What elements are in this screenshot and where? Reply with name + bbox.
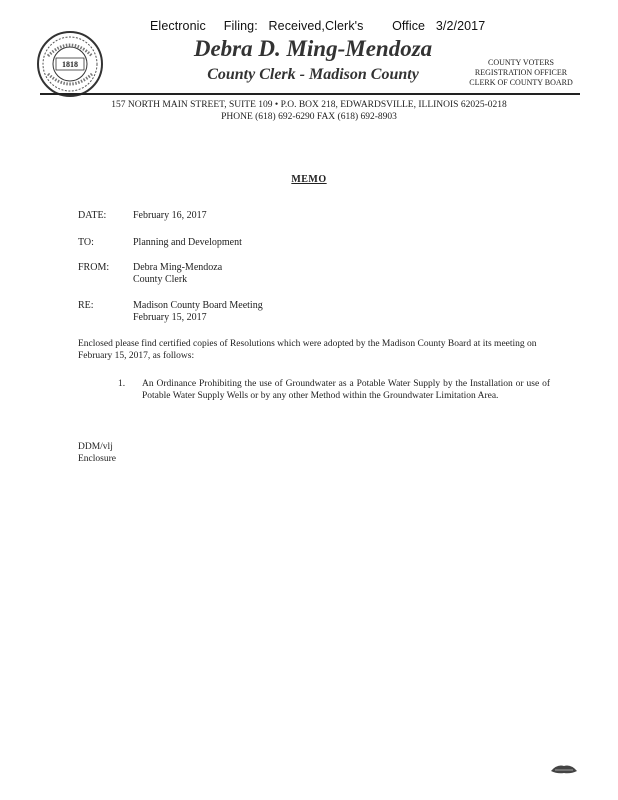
side-title-line: REGISTRATION OFFICER xyxy=(474,68,568,77)
side-title-line: CLERK OF COUNTY BOARD xyxy=(469,78,573,87)
clerk-name: Debra D. Ming-Mendoza xyxy=(193,36,433,61)
from-name: Debra Ming-Mendoza xyxy=(133,262,223,273)
re-label: RE: xyxy=(78,300,94,311)
list-item-number: 1. xyxy=(118,379,126,389)
side-title-line: COUNTY VOTERS xyxy=(487,58,554,67)
clerk-title: County Clerk - Madison County xyxy=(207,66,419,83)
date-value: February 16, 2017 xyxy=(133,210,207,221)
to-label: TO: xyxy=(78,237,94,248)
phone-fax: PHONE (618) 692-6290 FAX (618) 692-8903 xyxy=(221,112,397,122)
side-titles xyxy=(446,58,596,88)
re-line2: February 15, 2017 xyxy=(133,312,207,323)
list-item-text: An Ordinance Prohibiting the use of Groundwater as a Potable Water Supply by the Installation or use of Potable Water Supply Wells or by any other Method within the Groundwater Limitation Area. xyxy=(142,379,550,401)
date-label: DATE: xyxy=(78,210,107,221)
header-divider xyxy=(40,93,580,95)
memo-heading: MEMO xyxy=(291,174,327,185)
memo-body: Enclosed please find certified copies of Resolutions which were adopted by the Madison County Board at its meeting on February 15, 2017, as follows: xyxy=(78,339,537,361)
electronic-filing-stamp: Electronic Filing: Received,Clerk's Office 3/2/2017 xyxy=(150,19,486,33)
from-label: FROM: xyxy=(78,262,110,273)
typist-initials: DDM/vlj xyxy=(78,442,113,452)
to-value: Planning and Development xyxy=(133,237,242,248)
re-line1: Madison County Board Meeting xyxy=(133,300,263,311)
address-block xyxy=(0,99,618,123)
street-address: 157 NORTH MAIN STREET, SUITE 109 • P.O. BOX 218, EDWARDSVILLE, ILLINOIS 62025-0218 xyxy=(111,100,507,110)
union-bug-icon xyxy=(549,762,579,776)
svg-text:1818: 1818 xyxy=(62,60,78,69)
from-title: County Clerk xyxy=(133,274,188,285)
enclosure-note: Enclosure xyxy=(78,454,116,464)
